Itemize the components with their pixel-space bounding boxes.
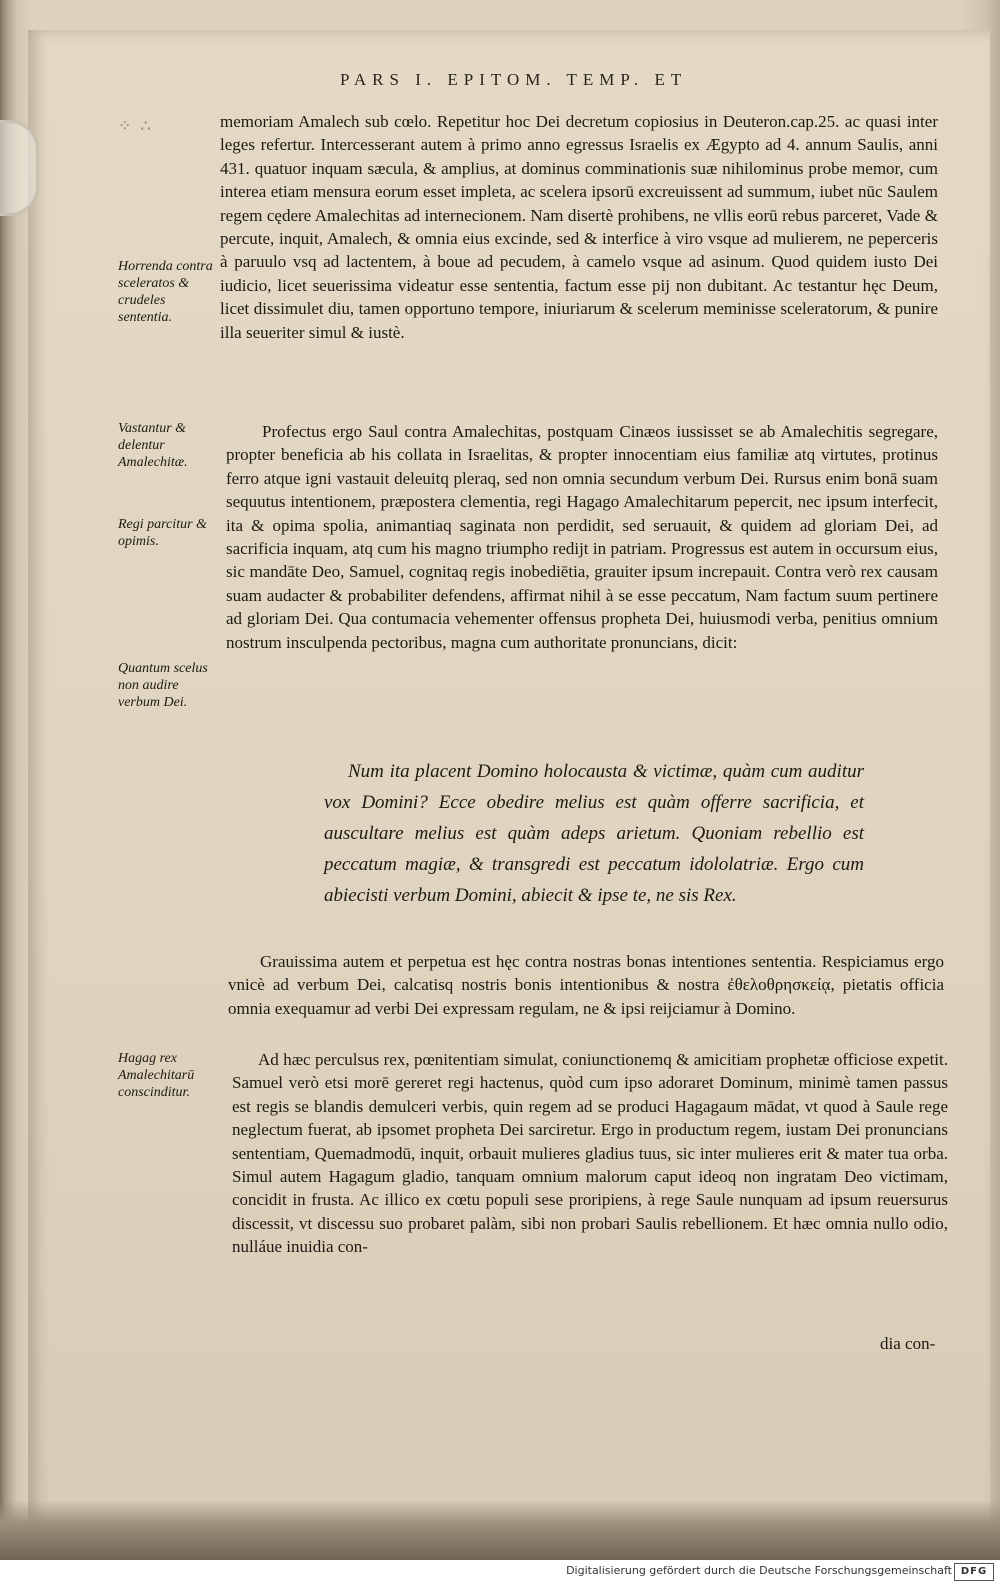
- footer-credit: Digitalisierung gefördert durch die Deutsche Forschungsgemeinschaft: [566, 1564, 952, 1577]
- scripture-quote: [324, 756, 864, 911]
- paragraph-3: [228, 950, 944, 1020]
- paragraph-1: [220, 110, 938, 344]
- paragraph-4-text: Ad hæc perculsus rex, pœnitentiam simulat, coniunctionemq & amicitiam prophetæ officiose expetit. Samuel verò etsi morē gereret regi hactenus, quòd cum ipso adoraret Dominum, minimè tamen passus est regis se blandis demulceri verbis, quin regem ad se produci Hagagaum mādat, vt quod à Saule rege neglectum fuerat, ab ipsomet propheta Dei sarciretur. Ergo in productum regem, iustam Dei pronuncians sententiam, Quemadmodū, inquit, orbauit mulieres gladius tuus, sic inter mulieres erit & mater tua orba. Simul autem Hagagum gladio, tanquam omnium malorum caput ideoq non ingratam Deo victimam, concidit in frusta. Ac illico ex cœtu populi sese proripiens, à rege Saule nunquam ad ipsum reuersurus discessit, vt discessu suo probaret palàm, sibi non probari Saulis rebellionem. Et hæc omnia nullo odio, nulláue inuidia con-: [232, 1050, 948, 1257]
- ink-smudge-icon: ⁘ ∴: [118, 116, 153, 135]
- margin-note-5: Hagag rex Amalechitarū conscinditur.: [118, 1051, 195, 1100]
- margin-note-2: Vastantur & delentur Amalechitæ.: [118, 421, 188, 470]
- margin-note-3: Regi parcitur & opimis.: [118, 517, 207, 549]
- margin-note-1: Horrenda contra sceleratos & crudeles sententia.: [118, 259, 213, 325]
- paragraph-2: [226, 420, 938, 654]
- catchword: dia con-: [880, 1334, 936, 1353]
- page-bottom-edge: [0, 1500, 1000, 1560]
- paragraph-3-text: Grauissima autem et perpetua est hęc contra nostras bonas intentiones sententia. Respiciamus ergo vnicè ad verbum Dei, calcatisq nostris bonis intentionibus & nostra ἐθελοθρησκείᾳ, pietatis officia omnia exequamur ad verbi Dei expressam regulam, ne & ipsi reijciamur à Domino.: [228, 952, 944, 1018]
- bookmark-ribbon: [0, 120, 39, 216]
- dfg-logo: DFG: [954, 1563, 994, 1581]
- footer-bar: [0, 1560, 1000, 1584]
- paragraph-2-text: Profectus ergo Saul contra Amalechitas, postquam Cinæos iussisset se ab Amalechitis segregare, propter beneficia ab his collata in Israelitas, & propter innocentiam eius familiæ atq virtutes, protinus ferro atque igni vastauit deleuitq pleraq, sed non omnia secundum verbum Dei. Rursus enim bonā suam sequutus intentionem, præpostera clementia, regi Hagago Amalechitarum pepercit, nec ipsum interfecit, ita & opima spolia, animantiaq saginata non perdidit, sed seruauit, & quidem ad gloriam Dei, ad sacrificia inquam, atq cum his magno triumpho redijt in patriam. Progressus est autem in occursum eius, sic mandāte Deo, Samuel, cognitaq regis inobediētia, grauiter ipsum increpauit. Contra verò rex causam suam audacter & probabiliter defendens, affirmat nihil à se esse peccatum, Nam factum suum pertinere ad gloriam Dei. Qua contumacia vehementer offensus propheta Dei, huiusmodi verba, penitius omnium nostrum insculpenda pectoribus, magna cum authoritate pronuncians, dicit:: [226, 422, 938, 652]
- running-head: PARS I. EPITOM. TEMP. ET: [340, 70, 688, 89]
- paragraph-4: [232, 1048, 948, 1259]
- margin-note-4: Quantum scelus non audire verbum Dei.: [118, 661, 208, 710]
- paragraph-1-text: memoriam Amalech sub cœlo. Repetitur hoc Dei decretum copiosius in Deuteron.cap.25. ac quasi inter leges refertur. Intercesserant autem à primo anno egressus Israelis ex Ægypto ad 4. annum Saulis, anni 431. quatuor inquam sæcula, & amplius, at dominus comminationis suæ nihilominus probe memor, cum interea etiam mensura eorum esset impleta, ac scelera ipsorū excreuissent ad summum, iubet nūc Saulem regem cędere Amalechitas ad internecionem. Nam disertè prohibens, ne vllis eorū rebus parceret, Vade & percute, inquit, Amalech, & omnia eius excinde, sed & interfice à viro vsque ad mulierem, ne peperceris à paruulo vsq ad lactentem, à boue ad pecudem, à camelo vsque ad asinum. Quod quidem iusto Dei iudicio, licet seuerissima videatur esse sententia, factum esse pij non dubitant. Ac testantur hęc Deum, licet dissimulet diu, tamen opportuno tempore, iniuriarum & scelerum meminisse sceleratorum, & punire illa seueriter simul & iustè.: [220, 112, 938, 342]
- scripture-quote-text: Num ita placent Domino holocausta & victimæ, quàm cum auditur vox Domini? Ecce obedire melius est quàm offerre sacrificia, et auscultare melius est quàm adeps arietum. Quoniam rebellio est peccatum magiæ, & transgredi est peccatum idololatriæ. Ergo cum abiecisti verbum Domini, abiecit & ipse te, ne sis Rex.: [324, 761, 864, 906]
